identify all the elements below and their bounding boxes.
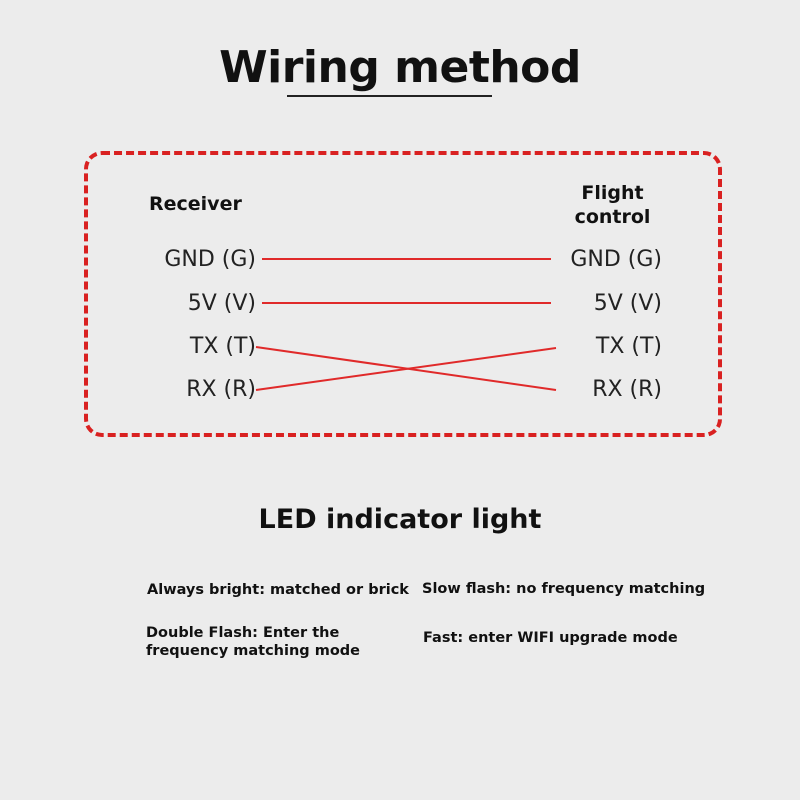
- flight-control-heading-line1: Flight: [581, 182, 644, 204]
- led-item-fast: Fast: enter WIFI upgrade mode: [423, 630, 678, 646]
- flight-control-heading: [560, 181, 665, 229]
- receiver-pin-rx: RX (R): [186, 377, 256, 402]
- flight-control-pin-5v: 5V (V): [593, 291, 662, 316]
- flight-control-pin-tx: TX (T): [595, 334, 662, 359]
- led-section-title: LED indicator light: [258, 504, 542, 535]
- receiver-pin-5v: 5V (V): [187, 291, 256, 316]
- flight-control-pin-rx: RX (R): [592, 377, 662, 402]
- receiver-heading: Receiver: [149, 193, 242, 215]
- led-item-double-flash: Double Flash: Enter the frequency matching mode: [146, 625, 360, 659]
- led-item-slow-flash: Slow flash: no frequency matching: [422, 581, 706, 597]
- receiver-pin-gnd: GND (G): [164, 247, 256, 272]
- led-item-always-bright: Always bright: matched or brick: [147, 582, 409, 598]
- title-underline: [287, 95, 492, 97]
- page-title: Wiring method: [219, 42, 581, 93]
- flight-control-pin-gnd: GND (G): [570, 247, 662, 272]
- flight-control-heading-line2: control: [574, 206, 651, 228]
- receiver-pin-tx: TX (T): [189, 334, 256, 359]
